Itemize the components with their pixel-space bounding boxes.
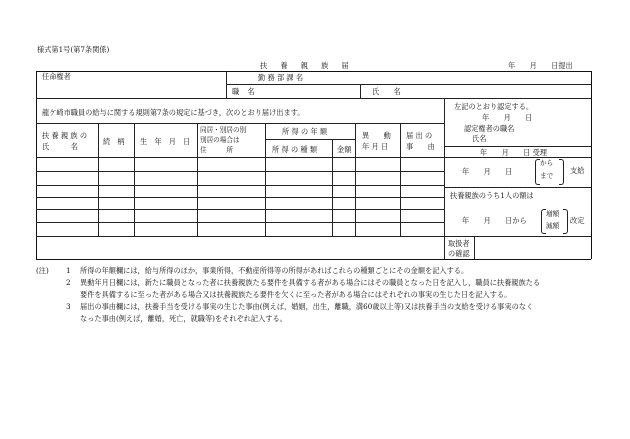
bracket-right [559, 159, 564, 185]
note-3b: なった事由(例えば，離婚，死亡，就職等)をそれぞれ記入する。 [80, 314, 287, 323]
col-change-1: 異 動 [362, 131, 391, 140]
note-3a: 届出の事由欄には，扶養手当を受ける事実の生じた事由(例えば，婚姻，出生，離職，満60歳以上等)又は扶養手当の支給を受ける事実のなく [80, 302, 534, 311]
note-2b: 要件を具備するに至った者がある場合又は扶養親族たる要件を欠くに至った者がある場合にはそれぞれの事実の生じた日を記入する。 [80, 290, 512, 299]
note-1: 所得の年額欄には，給与所得のほか，事業所得，不動産所得等の所得があればこれらの種類ごとにその金額を記入する。 [80, 266, 469, 275]
bracket-left-2 [541, 209, 546, 234]
col-change-2: 年 月 日 [362, 142, 389, 151]
handler-label-1: 取扱者 [448, 239, 470, 248]
bracket-right-2 [563, 209, 568, 234]
col-dependent-name-1: 扶 養 親 族 の [42, 131, 88, 140]
col-residence-1: 同居・別居の別 [200, 126, 247, 134]
col-residence-2: 別居の場合は [200, 136, 240, 144]
bracket-left [535, 159, 540, 185]
notes-label: (注) [36, 266, 49, 275]
form-title: 扶 養 親 族 届 [260, 61, 352, 70]
col-residence-3: 住 所 [200, 146, 233, 154]
col-relationship: 続 柄 [103, 137, 125, 146]
col-dependent-name-2: 氏 名 [42, 142, 78, 151]
form-number: 様式第1号(第7条関係) [37, 45, 110, 54]
col-birth-date: 生 年 月 日 [140, 137, 191, 146]
payment-date: 年 月 日 [462, 167, 513, 176]
change-date: 年 月 日から [462, 216, 527, 225]
statement-text: 龍ケ崎市職員の給与に関する規則第7条の規定に基づき，次のとおり届け出ます。 [42, 108, 305, 117]
appointer-label: 任命権者 [42, 72, 71, 81]
certifier-name: 氏名 [472, 134, 487, 143]
approval-date: 年 月 日 [482, 113, 533, 122]
note-2-number: 2 [66, 278, 71, 287]
col-income-header: 所 得 の 年 額 [282, 127, 328, 136]
note-1-number: 1 [66, 266, 71, 275]
note-2a: 異動年月日欄には，新たに職員となった者に扶養親族たる要件を具備する者がある場合にはその職員となった日を記入し，職員に扶養親族たる [80, 278, 541, 287]
note-3-number: 3 [66, 302, 71, 311]
certifier-position: 認定権者の職名 [464, 124, 515, 133]
per-person-label: 扶養親族のうち1人の額は [450, 191, 534, 200]
until-label: まで [540, 172, 554, 180]
col-notification-2: 事 由 [406, 142, 435, 151]
payment-label: 支給 [570, 166, 585, 175]
handler-label-2: の確認 [448, 249, 470, 258]
col-income-type: 所 得 の 種 類 [272, 145, 318, 154]
from-label: から [540, 159, 554, 167]
col-notification-1: 届 出 の [406, 131, 433, 140]
col-amount: 金額 [337, 145, 352, 154]
position-label: 職 名 [232, 87, 258, 96]
workplace-label: 勤 務 部 課 名 [258, 73, 304, 82]
receipt-date: 年 月 日 受理 [480, 148, 547, 157]
submission-date[interactable]: 年 月 日提出 [508, 61, 573, 70]
name-label: 氏 名 [372, 87, 401, 96]
revision-label: 改定 [570, 216, 585, 225]
approval-line1: 左記のとおり認定する。 [454, 102, 534, 111]
increase-label: 増額 [546, 210, 560, 218]
decrease-label: 減額 [546, 222, 560, 230]
